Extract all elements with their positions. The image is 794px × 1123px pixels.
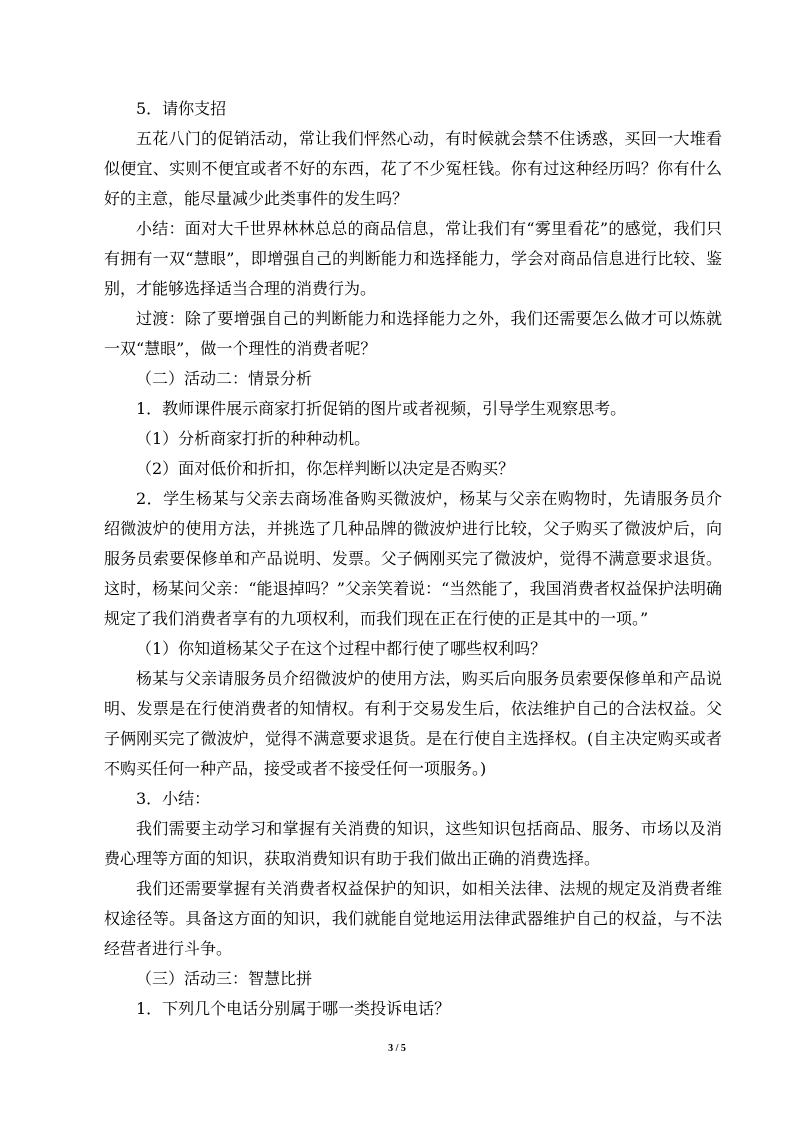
paragraph-summary-1: 小结：面对大千世界林林总总的商品信息，常让我们有“雾里看花”的感觉，我们只有拥有一双“慧眼”，即增强自己的判断能力和选择能力，学会对商品信息进行比较、鉴别，才能够选择适当合理的消费行为。 xyxy=(104,219,722,298)
list-item-3-summary: 3．小结： xyxy=(136,789,211,808)
list-item-1-phones: 1．下列几个电话分别属于哪一类投诉电话？ xyxy=(136,999,451,1018)
sub-item-2-judge: （2）面对低价和折扣，你怎样判断以决定是否购买？ xyxy=(136,459,515,478)
sub-item-1-motives: （1）分析商家打折的种种动机。 xyxy=(136,429,371,448)
paragraph-rights-protection: 我们还需要掌握有关消费者权益保护的知识，如相关法律、法规的规定及消费者维权途径等。具备这方面的知识，我们就能自觉地运用法律武器维护自己的权益，与不法经营者进行斗争。 xyxy=(104,879,722,958)
paragraph-promotion: 五花八门的促销活动，常让我们怦然心动，有时候就会禁不住诱惑，买回一大堆看似便宜、实则不便宜或者不好的东西，花了不少冤枉钱。你有过这种经历吗？你有什么好的主意，能尽量减少此类事件的发生吗？ xyxy=(104,129,722,208)
heading-activity-2: （二）活动二：情景分析 xyxy=(136,369,313,388)
paragraph-answer: 杨某与父亲请服务员介绍微波炉的使用方法，购买后向服务员索要保修单和产品说明、发票是在行使消费者的知情权。有利于交易发生后，依法维护自己的合法权益。父子俩刚买完了微波炉，觉得不满意要求退货。是在行使自主选择权。(自主决定购买或者不购买任何一种产品，接受或者不接受任何一项服务。) xyxy=(104,669,722,778)
document-body xyxy=(104,94,722,1024)
list-item-1-teacher: 1．教师课件展示商家打折促销的图片或者视频，引导学生观察思考。 xyxy=(136,399,627,418)
paragraph-knowledge: 我们需要主动学习和掌握有关消费的知识，这些知识包括商品、服务、市场以及消费心理等方面的知识，获取消费知识有助于我们做出正确的消费选择。 xyxy=(104,819,722,868)
paragraph-transition: 过渡：除了要增强自己的判断能力和选择能力之外，我们还需要怎么做才可以炼就一双“慧眼”，做一个理性的消费者呢？ xyxy=(104,309,722,358)
page-number: 3 / 5 xyxy=(388,1043,406,1054)
heading-5-suggest: 5．请你支招 xyxy=(136,99,227,118)
list-item-2-scenario: 2．学生杨某与父亲去商场准备购买微波炉，杨某与父亲在购物时，先请服务员介绍微波炉的使用方法，并挑选了几种品牌的微波炉进行比较，父子购买了微波炉后，向服务员索要保修单和产品说明、发票。父子俩刚买完了微波炉，觉得不满意要求退货。这时，杨某问父亲：“能退掉吗？”父亲笑着说：“当然能了，我国消费者权益保护法明确规定了我们消费者享有的九项权利，而我们现在正在行使的正是其中的一项。” xyxy=(104,489,722,628)
sub-item-1-rights: （1）你知道杨某父子在这个过程中都行使了哪些权利吗？ xyxy=(136,639,547,658)
heading-activity-3: （三）活动三：智慧比拼 xyxy=(136,969,313,988)
